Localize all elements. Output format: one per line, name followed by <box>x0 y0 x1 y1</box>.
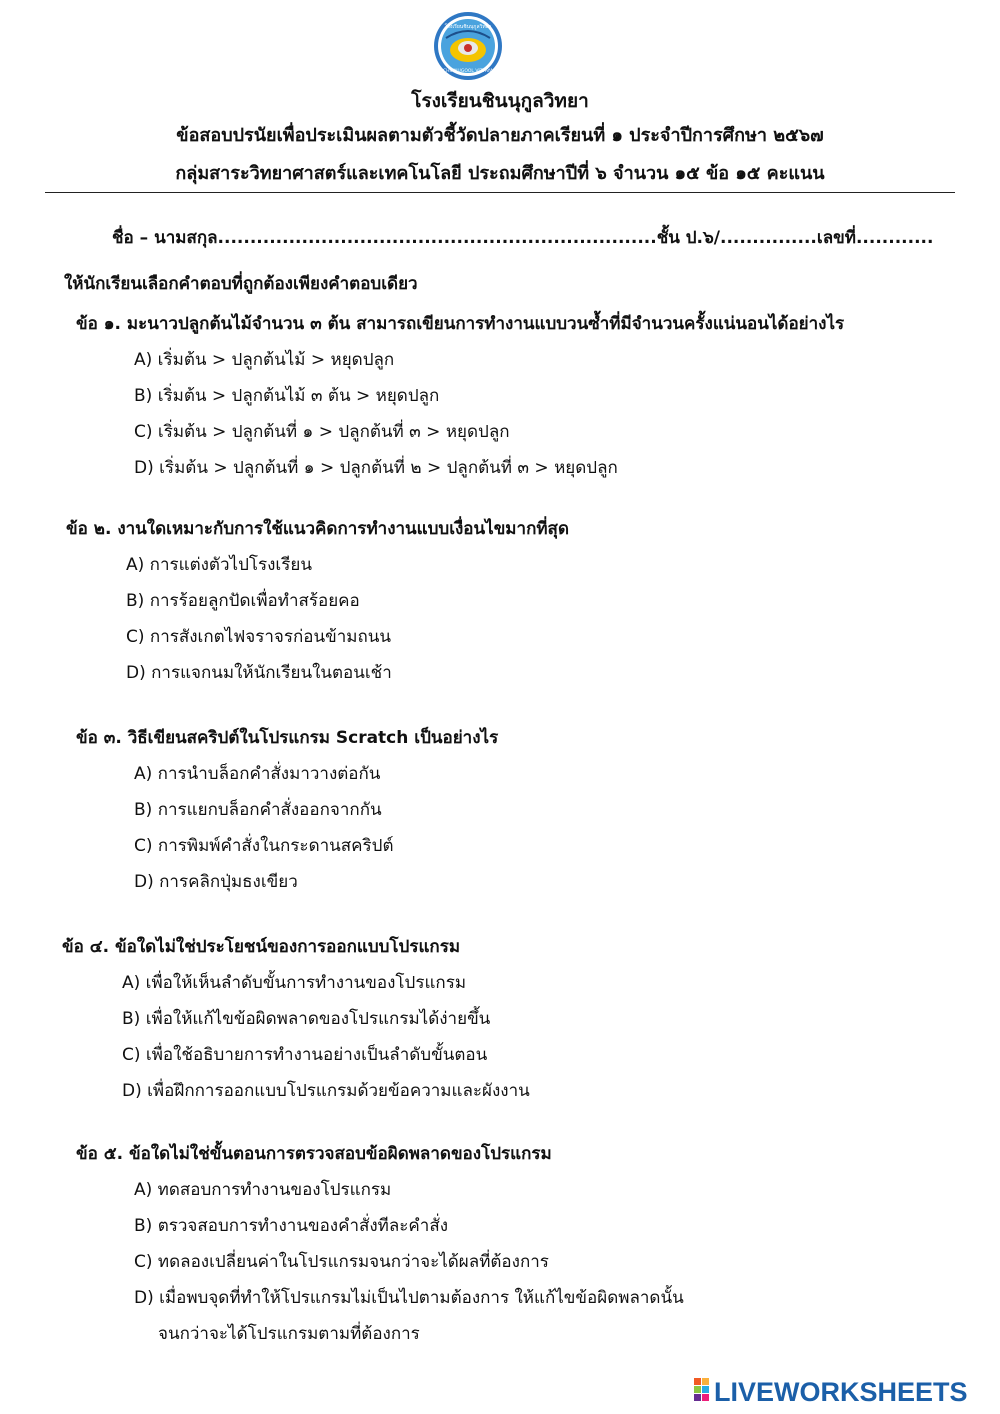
question-5: ข้อ ๕. ข้อใดไม่ใช่ขั้นตอนการตรวจสอบข้อผิดพลาดของโปรแกรม <box>76 1144 552 1164</box>
school-name: โรงเรียนชินนุกูลวิทยา <box>411 90 589 112</box>
question-1-option-a[interactable]: A) เริ่มต้น > ปลูกต้นไม้ > หยุดปลูก <box>134 350 395 370</box>
question-5-option-b[interactable]: B) ตรวจสอบการทำงานของคำสั่งทีละคำสั่ง <box>134 1216 449 1236</box>
question-5-option-d-continued: จนกว่าจะได้โปรแกรมตามที่ต้องการ <box>158 1324 420 1344</box>
question-3-option-d[interactable]: D) การคลิกปุ่มธงเขียว <box>134 872 298 892</box>
question-5-option-c[interactable]: C) ทดลองเปลี่ยนค่าในโปรแกรมจนกว่าจะได้ผลที่ต้องการ <box>134 1252 549 1272</box>
question-2-option-c[interactable]: C) การสังเกตไฟจราจรก่อนข้ามถนน <box>126 627 392 647</box>
svg-text:LIVEWORKSHEETS: LIVEWORKSHEETS <box>714 1377 968 1406</box>
liveworksheets-logo <box>694 1374 994 1406</box>
question-2-option-d[interactable]: D) การแจกนมให้นักเรียนในตอนเช้า <box>126 663 392 683</box>
question-5-option-a[interactable]: A) ทดสอบการทำงานของโปรแกรม <box>134 1180 392 1200</box>
question-3: ข้อ ๓. วิธีเขียนสคริปต์ในโปรแกรม Scratch เป็นอย่างไร <box>76 728 499 748</box>
student-info-line[interactable]: ชื่อ – นามสกุล....................................................................ชั้น ป.๖/...............เลขที่............ <box>112 228 934 248</box>
question-3-option-a[interactable]: A) การนำบล็อกคำสั่งมาวางต่อกัน <box>134 764 381 784</box>
svg-text:โรงเรียนชินนุกูลวิทยา: โรงเรียนชินนุกูลวิทยา <box>444 24 492 30</box>
subject-group-line: กลุ่มสาระวิทยาศาสตร์และเทคโนโลยี ประถมศึกษาปีที่ ๖ จำนวน ๑๕ ข้อ ๑๕ คะแนน <box>175 163 825 184</box>
question-2-option-b[interactable]: B) การร้อยลูกปัดเพื่อทำสร้อยคอ <box>126 591 360 611</box>
svg-text:CHINNUGOOL VITTAYA: CHINNUGOOL VITTAYA <box>442 69 494 74</box>
question-2-option-a[interactable]: A) การแต่งตัวไปโรงเรียน <box>126 555 312 575</box>
question-1-option-d[interactable]: D) เริ่มต้น > ปลูกต้นที่ ๑ > ปลูกต้นที่ ๒ > ปลูกต้นที่ ๓ > หยุดปลูก <box>134 458 618 478</box>
instruction: ให้นักเรียนเลือกคำตอบที่ถูกต้องเพียงคำตอบเดียว <box>64 274 418 294</box>
question-4-option-c[interactable]: C) เพื่อใช้อธิบายการทำงานอย่างเป็นลำดับขั้นตอน <box>122 1045 488 1065</box>
question-1: ข้อ ๑. มะนาวปลูกต้นไม้จำนวน ๓ ต้น สามารถเขียนการทำงานแบบวนซ้ำที่มีจำนวนครั้งแน่นอนได้อย่างไร <box>76 314 845 334</box>
question-4-option-a[interactable]: A) เพื่อให้เห็นลำดับขั้นการทำงานของโปรแกรม <box>122 973 467 993</box>
question-4: ข้อ ๔. ข้อใดไม่ใช่ประโยชน์ของการออกแบบโปรแกรม <box>62 937 461 957</box>
question-5-option-d[interactable]: D) เมื่อพบจุดที่ทำให้โปรแกรมไม่เป็นไปตามต้องการ ให้แก้ไขข้อผิดพลาดนั้น <box>134 1288 684 1308</box>
question-4-option-b[interactable]: B) เพื่อให้แก้ไขข้อผิดพลาดของโปรแกรมได้ง่ายขึ้น <box>122 1009 491 1029</box>
question-3-option-c[interactable]: C) การพิมพ์คำสั่งในกระดานสคริปต์ <box>134 836 394 856</box>
question-2: ข้อ ๒. งานใดเหมาะกับการใช้แนวคิดการทำงานแบบเงื่อนไขมากที่สุด <box>66 519 569 539</box>
question-1-option-b[interactable]: B) เริ่มต้น > ปลูกต้นไม้ ๓ ต้น > หยุดปลูก <box>134 386 440 406</box>
header-divider <box>45 192 955 193</box>
question-1-option-c[interactable]: C) เริ่มต้น > ปลูกต้นที่ ๑ > ปลูกต้นที่ ๓ > หยุดปลูก <box>134 422 510 442</box>
school-logo <box>432 10 504 82</box>
question-3-option-b[interactable]: B) การแยกบล็อกคำสั่งออกจากกัน <box>134 800 382 820</box>
question-4-option-d[interactable]: D) เพื่อฝึกการออกแบบโปรแกรมด้วยข้อความและผังงาน <box>122 1081 530 1101</box>
exam-title: ข้อสอบปรนัยเพื่อประเมินผลตามตัวชี้วัดปลายภาคเรียนที่ ๑ ประจำปีการศึกษา ๒๕๖๗ <box>176 125 824 146</box>
